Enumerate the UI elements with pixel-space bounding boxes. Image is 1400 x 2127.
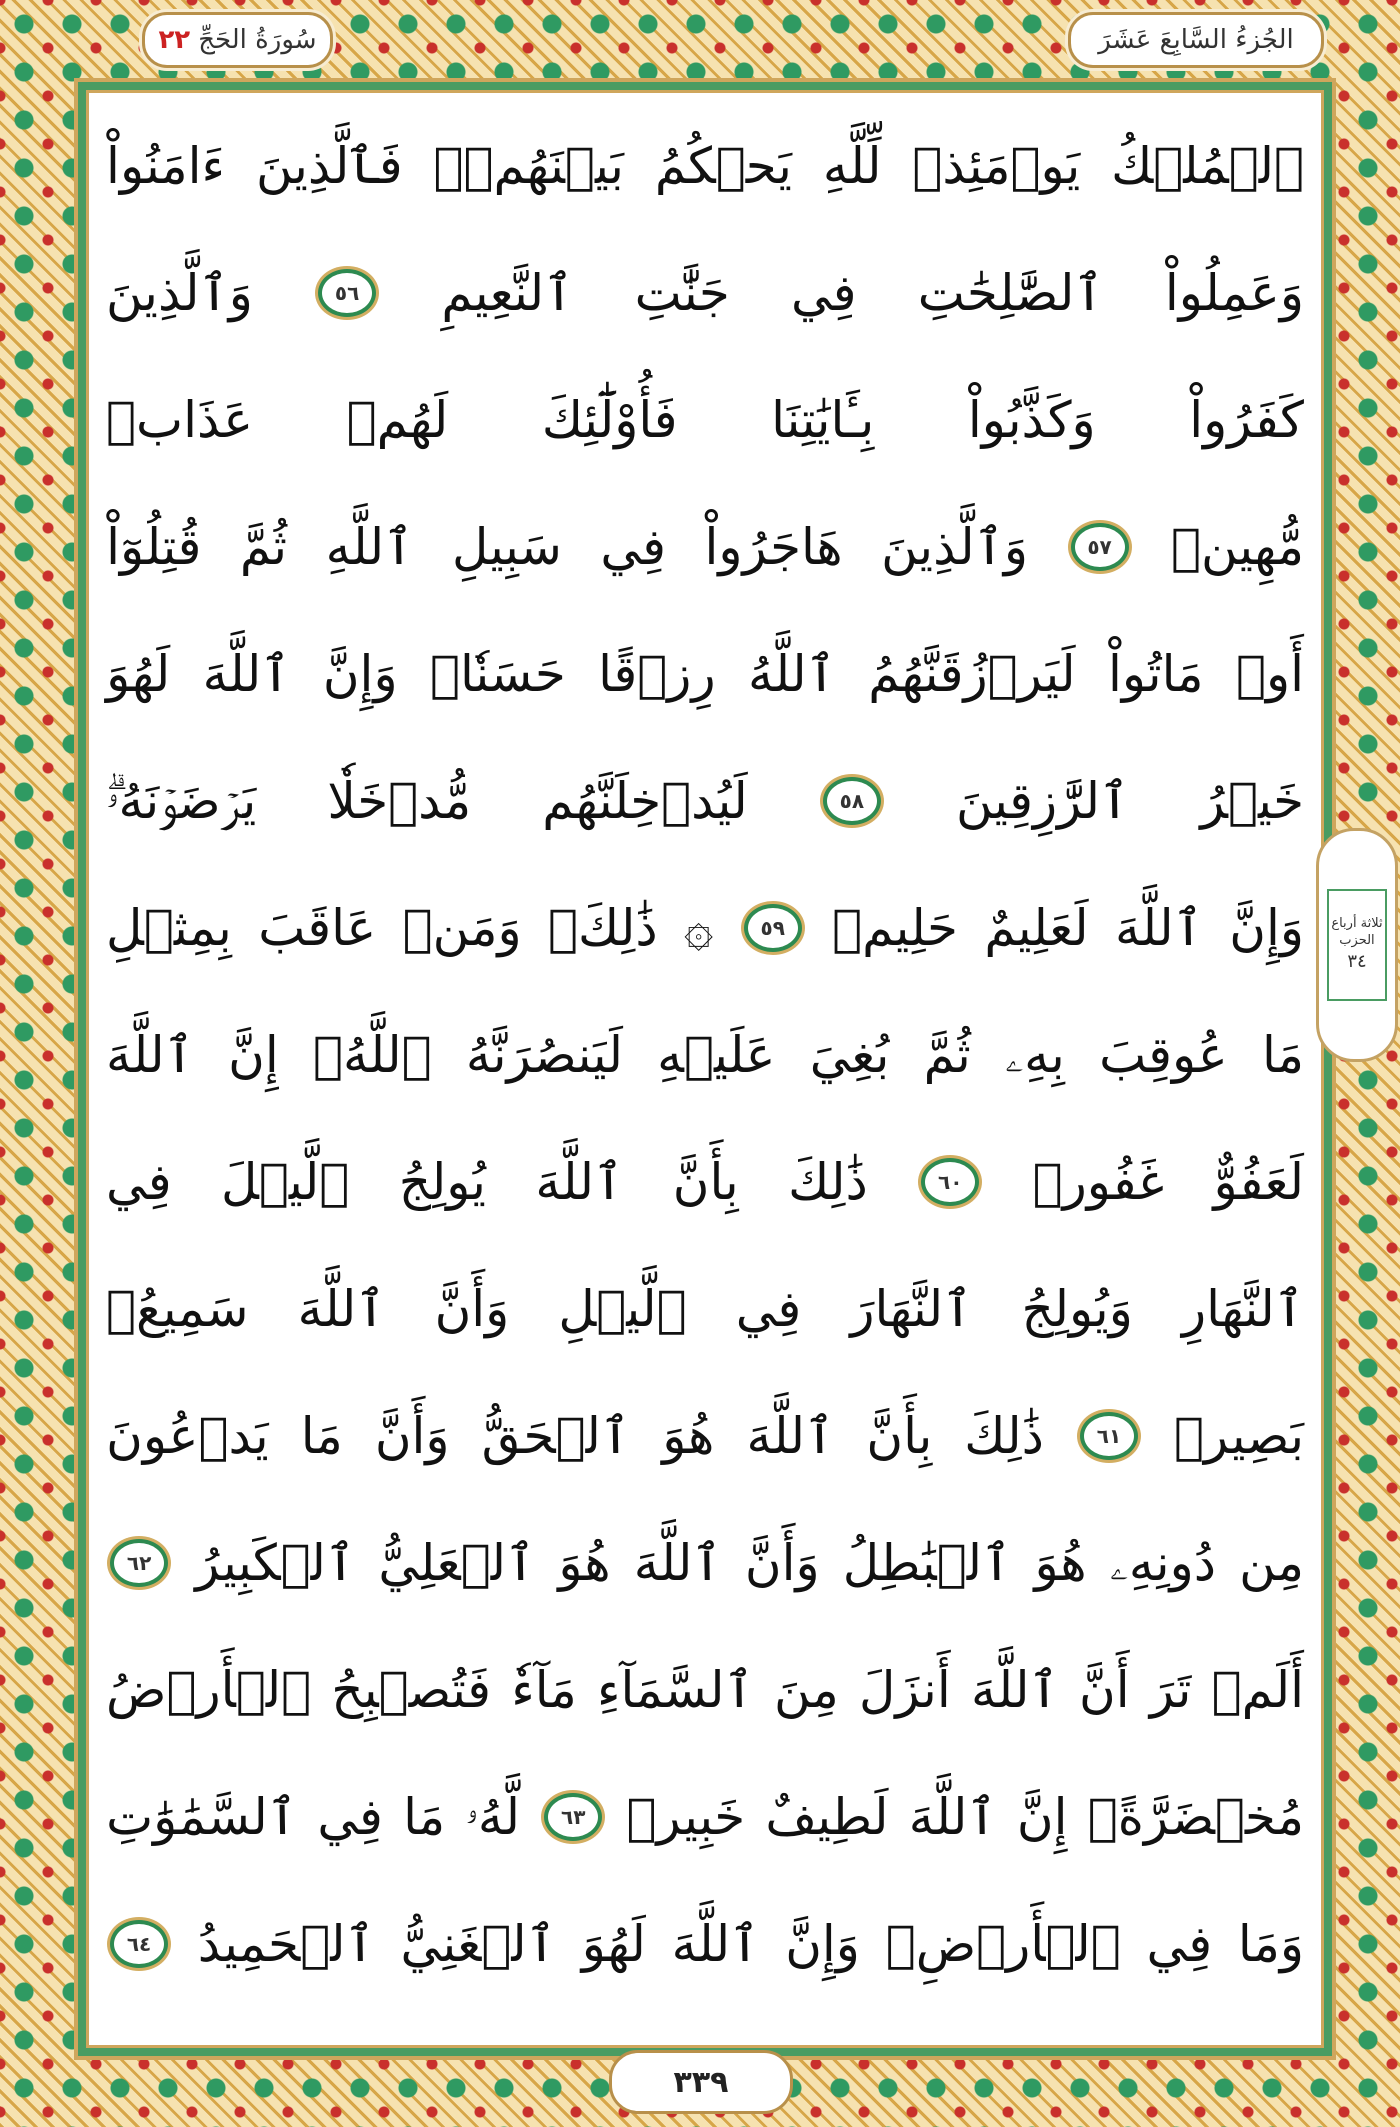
word: ٱللَّهَ bbox=[1114, 899, 1203, 957]
ayah-number-marker: ٥٨ bbox=[823, 777, 881, 825]
word: ٱللَّهَ bbox=[535, 1153, 624, 1211]
word: بَيۡنَهُمۡۚ bbox=[433, 137, 624, 195]
word: ءَامَنُواْ bbox=[106, 137, 226, 195]
word: ٱلنَّهَارَ bbox=[850, 1280, 973, 1338]
ayah-number-marker: ٦٠ bbox=[921, 1158, 979, 1206]
word: لِّلَّهِ bbox=[822, 137, 882, 195]
word: ٱلصَّٰلِحَٰتِ bbox=[917, 264, 1104, 322]
word: مُخۡضَرَّةًۚ bbox=[1087, 1788, 1304, 1846]
word: ثُمَّ bbox=[923, 1026, 971, 1084]
word: ٱللَّهَ bbox=[970, 1661, 1059, 1719]
word: ٱللَّهَ bbox=[297, 1280, 386, 1338]
ayah-number-marker: ٥٧ bbox=[1071, 523, 1129, 571]
text-line bbox=[106, 1515, 1304, 1611]
word: مَا bbox=[300, 1407, 343, 1465]
word: تَرَ bbox=[1149, 1661, 1192, 1719]
word: لَهُمۡ bbox=[346, 391, 449, 449]
text-line bbox=[106, 753, 1304, 849]
surah-name: سُورَةُ الحَجِّ bbox=[198, 25, 317, 55]
word: ٱللَّهَ bbox=[202, 645, 291, 703]
word: لَهُوَ bbox=[581, 1915, 646, 1973]
word: أَلَمۡ bbox=[1211, 1661, 1304, 1719]
word: ٱلۡأَرۡضُ bbox=[106, 1661, 312, 1719]
text-line bbox=[106, 245, 1304, 341]
word: هُوَ bbox=[1034, 1534, 1087, 1592]
word: ٱللَّهِ bbox=[325, 518, 414, 576]
word: ٱللَّهَ bbox=[746, 1407, 835, 1465]
text-line bbox=[106, 118, 1304, 214]
word: ثُمَّ bbox=[239, 518, 288, 576]
text-line bbox=[106, 1134, 1304, 1230]
word: خَبِيرٞ bbox=[626, 1788, 746, 1846]
quran-text bbox=[106, 90, 1304, 2048]
word: عَلَيۡهِ bbox=[657, 1026, 776, 1084]
word: لَعَفُوٌّ bbox=[1213, 1153, 1304, 1211]
ayah-number-marker: ٦٤ bbox=[110, 1920, 168, 1968]
word: يَحۡكُمُ bbox=[654, 137, 792, 195]
word: أَوۡ bbox=[1235, 645, 1304, 703]
word: فِي bbox=[600, 518, 666, 576]
text-frame bbox=[78, 82, 1332, 2056]
ayah-number-marker: ٦٢ bbox=[110, 1539, 168, 1587]
word: ٱلۡمُلۡكُ bbox=[1111, 137, 1304, 195]
word: ٱلۡبَٰطِلُ bbox=[842, 1534, 1012, 1592]
word: مِن bbox=[1239, 1534, 1304, 1592]
word: ٱلرَّٰزِقِينَ bbox=[955, 772, 1130, 830]
ayah-number-marker: ٦٣ bbox=[544, 1793, 602, 1841]
word: ٱلَّيۡلِ bbox=[558, 1280, 687, 1338]
word: عَاقَبَ bbox=[258, 899, 377, 957]
word: ٱلۡحَمِيدُ bbox=[197, 1915, 375, 1973]
word: ٱللَّهَ bbox=[908, 1788, 997, 1846]
word: فِي bbox=[1146, 1915, 1213, 1973]
word: ٱلسَّمَآءِ bbox=[596, 1661, 754, 1719]
word: هُوَ bbox=[558, 1534, 611, 1592]
page-number: ٣٣٩ bbox=[673, 2064, 729, 2100]
word: ٱلۡأَرۡضِۚ bbox=[885, 1915, 1121, 1973]
ayah-number-marker: ٦١ bbox=[1080, 1412, 1138, 1460]
text-line bbox=[106, 1769, 1304, 1865]
word: وَأَنَّ bbox=[374, 1407, 450, 1465]
word: وَٱلَّذِينَ bbox=[881, 518, 1029, 576]
word: دُونِهِۦ bbox=[1109, 1533, 1216, 1592]
word: يَدۡعُونَ bbox=[106, 1407, 269, 1465]
word: لَطِيفٌ bbox=[765, 1788, 889, 1846]
word: لَيَنصُرَنَّهُ bbox=[465, 1026, 623, 1084]
word: ٱلۡغَنِيُّ bbox=[400, 1915, 556, 1973]
word: رِزۡقًا bbox=[598, 645, 716, 703]
word: حَسَنٗاۚ bbox=[429, 645, 566, 703]
ayah-number-marker: ٥٦ bbox=[318, 269, 376, 317]
word: فِي bbox=[790, 264, 857, 322]
word: ٱلۡعَلِيُّ bbox=[378, 1534, 536, 1592]
word: ٱللَّهَ bbox=[633, 1534, 722, 1592]
word: يُولِجُ bbox=[398, 1153, 486, 1211]
word: ٱللَّهَ bbox=[106, 1026, 194, 1084]
text-line bbox=[106, 1388, 1304, 1484]
word: مَآءٗ bbox=[511, 1661, 577, 1719]
text-line bbox=[106, 1642, 1304, 1738]
word: يَرۡضَوۡنَهُۥۗ bbox=[106, 771, 257, 830]
text-line bbox=[106, 499, 1304, 595]
word: لَيَرۡزُقَنَّهُمُ bbox=[868, 645, 1076, 703]
word: وَأَنَّ bbox=[434, 1280, 510, 1338]
word: يَوۡمَئِذٖ bbox=[912, 137, 1081, 195]
word: ٱلنَّهَارِ bbox=[1181, 1280, 1304, 1338]
word: إِنَّ bbox=[1016, 1788, 1068, 1846]
word: ٱلۡحَقُّ bbox=[481, 1407, 631, 1465]
word: بِأَنَّ bbox=[672, 1153, 739, 1211]
text-line bbox=[106, 626, 1304, 722]
word: وَإِنَّ bbox=[1229, 899, 1304, 957]
word: وَٱلَّذِينَ bbox=[106, 264, 253, 322]
word: ذَٰلِكَۖ bbox=[548, 899, 658, 957]
word: بُغِيَ bbox=[809, 1026, 890, 1084]
text-line bbox=[106, 880, 1304, 976]
word: كَفَرُواْ bbox=[1189, 391, 1304, 449]
word: عُوقِبَ bbox=[1099, 1026, 1228, 1084]
word: ٱلسَّمَٰوَٰتِ bbox=[106, 1788, 298, 1846]
word: إِنَّ bbox=[228, 1026, 279, 1084]
word: مَاتُواْ bbox=[1107, 645, 1204, 703]
surah-number: ٢٢ bbox=[158, 25, 191, 55]
hizb-number: ٣٤ bbox=[1347, 951, 1367, 973]
hizb-marker-text: ثلاثة أرباع الحزب bbox=[1331, 916, 1383, 949]
word: أَنزَلَ bbox=[859, 1661, 951, 1719]
juz-name: الجُزءُ السَّابِعَ عَشَرَ bbox=[1098, 25, 1294, 55]
word: بِأَنَّ bbox=[866, 1407, 933, 1465]
word: ٱللَّهُۚ bbox=[313, 1026, 432, 1084]
word: عَذَابٞ bbox=[106, 391, 254, 449]
word: ٱلنَّعِيمِ bbox=[441, 264, 574, 322]
word: ٱللَّهَ bbox=[671, 1915, 760, 1973]
word: غَفُورٞ bbox=[1032, 1153, 1165, 1211]
word: فَٱلَّذِينَ bbox=[255, 137, 403, 195]
word: لَهُوَ bbox=[106, 645, 171, 703]
text-line bbox=[106, 372, 1304, 468]
word: بَصِيرٞ bbox=[1174, 1407, 1304, 1465]
word: لَّهُۥ bbox=[465, 1787, 520, 1846]
word: مَا bbox=[403, 1788, 446, 1846]
word: مُّدۡخَلٗا bbox=[327, 772, 472, 830]
text-line bbox=[106, 1261, 1304, 1357]
text-line bbox=[106, 1007, 1304, 1103]
word: هَاجَرُواْ bbox=[704, 518, 843, 576]
word: بِمِثۡلِ bbox=[106, 899, 232, 957]
word: وَإِنَّ bbox=[322, 645, 398, 703]
word: وَكَذَّبُواْ bbox=[967, 391, 1096, 449]
word: فَتُصۡبِحُ bbox=[331, 1661, 492, 1719]
word: مُّهِينٞ bbox=[1171, 518, 1304, 576]
word: وَمَنۡ bbox=[402, 899, 522, 957]
word: فِي bbox=[317, 1788, 383, 1846]
word: فِي bbox=[106, 1153, 172, 1211]
word: فِي bbox=[735, 1280, 802, 1338]
word: وَعَمِلُواْ bbox=[1164, 264, 1304, 322]
word: حَلِيمٞ bbox=[832, 899, 958, 957]
word: فَأُوْلَٰٓئِكَ bbox=[541, 391, 678, 449]
word: لَعَلِيمٌ bbox=[984, 899, 1089, 957]
hizb-marker bbox=[1316, 828, 1398, 1062]
page-number-badge bbox=[609, 2050, 793, 2114]
word: قُتِلُوٓاْ bbox=[106, 518, 202, 576]
word: سَمِيعُۢ bbox=[106, 1280, 249, 1338]
word: وَيُولِجُ bbox=[1021, 1280, 1133, 1338]
hizb-marker-box bbox=[1327, 889, 1387, 1001]
word: مِنَ bbox=[773, 1661, 839, 1719]
ayah-number-marker: ٥٩ bbox=[744, 904, 802, 952]
word: بِـَٔايَٰتِنَا bbox=[771, 391, 875, 449]
word: ٱلَّيۡلَ bbox=[221, 1153, 350, 1211]
word: ٱللَّهُ bbox=[747, 645, 836, 703]
word: أَنَّ bbox=[1079, 1661, 1130, 1719]
word: سَبِيلِ bbox=[451, 518, 562, 576]
word: ذَٰلِكَ bbox=[788, 1153, 868, 1211]
word: بِهِۦ bbox=[1005, 1025, 1065, 1084]
juz-title-badge bbox=[1068, 12, 1324, 68]
word: هُوَ bbox=[662, 1407, 715, 1465]
word: ۞ bbox=[684, 899, 714, 957]
text-line bbox=[106, 1896, 1304, 1992]
word: ٱلۡكَبِيرُ bbox=[195, 1534, 356, 1592]
word: مَا bbox=[1261, 1026, 1304, 1084]
surah-title-badge bbox=[142, 12, 333, 68]
word: وَمَا bbox=[1237, 1915, 1304, 1973]
word: خَيۡرُ bbox=[1200, 772, 1304, 830]
word: وَأَنَّ bbox=[744, 1534, 820, 1592]
word: جَنَّٰتِ bbox=[634, 264, 730, 322]
word: لَيُدۡخِلَنَّهُم bbox=[542, 772, 748, 830]
word: ذَٰلِكَ bbox=[964, 1407, 1044, 1465]
word: وَإِنَّ bbox=[785, 1915, 860, 1973]
